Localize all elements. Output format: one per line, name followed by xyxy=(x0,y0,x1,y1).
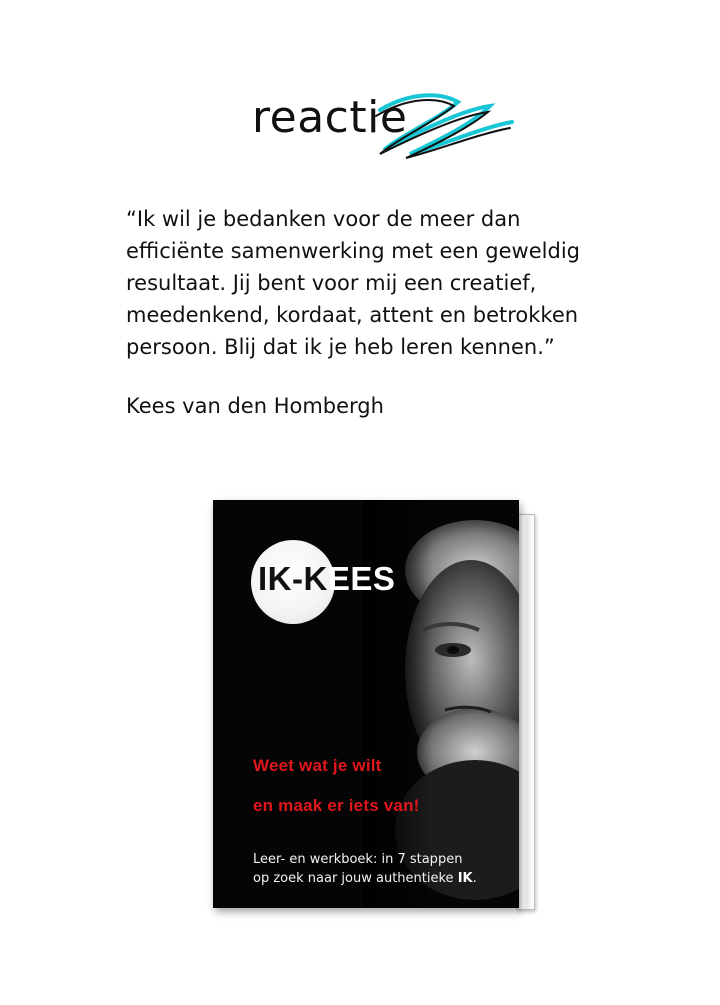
testimonial-author: Kees van den Hombergh xyxy=(126,394,384,418)
brand-part-light: EES xyxy=(327,560,396,597)
slogan-line: Weet wat je wilt xyxy=(253,756,382,775)
book-brand xyxy=(258,560,395,598)
testimonial-quote xyxy=(126,203,596,363)
reactie-logo xyxy=(252,88,522,168)
subtitle-line: Leer- en werkboek: in 7 stappen xyxy=(253,852,463,867)
quote-line: persoon. Blij dat ik je heb leren kennen.” xyxy=(126,335,555,359)
subtitle-bold: IK xyxy=(457,871,473,886)
quote-line: meedenkend, kordaat, attent en betrokken xyxy=(126,303,579,327)
quote-line: “Ik wil je bedanken voor de meer dan xyxy=(126,207,521,231)
slogan-line: en maak er iets van! xyxy=(253,796,420,815)
quote-line: resultaat. Jij bent voor mij een creatief, xyxy=(126,271,537,295)
subtitle-line-2 xyxy=(253,869,477,888)
subtitle-suffix: . xyxy=(472,871,477,886)
scribble-logo-icon xyxy=(370,88,520,168)
quote-line: efficiënte samenwerking met een geweldig xyxy=(126,239,580,263)
subtitle-text: op zoek naar jouw authentieke xyxy=(253,871,458,886)
brand-part-dark: IK-K xyxy=(258,560,328,597)
book-image xyxy=(213,500,535,916)
logo-text: reactie xyxy=(252,92,408,143)
book-cover xyxy=(213,500,519,908)
book-subtitle xyxy=(253,850,477,888)
